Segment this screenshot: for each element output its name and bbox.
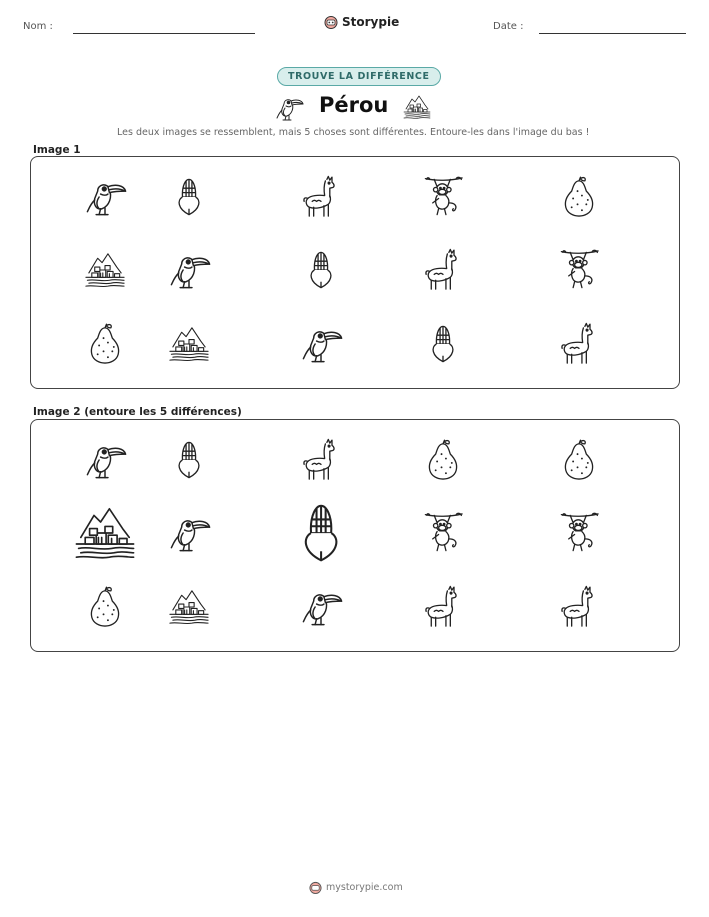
pear-icon	[83, 322, 127, 366]
machu-picchu-icon[interactable]	[167, 585, 211, 629]
title-toucan-icon	[272, 93, 306, 127]
brand-logo	[324, 15, 399, 29]
llama-icon	[557, 322, 601, 366]
activity-badge: TROUVE LA DIFFÉRENCE	[277, 67, 441, 86]
pear-icon	[557, 175, 601, 219]
llama-icon[interactable]	[299, 438, 343, 482]
footer	[309, 881, 403, 894]
date-line[interactable]	[539, 33, 686, 34]
corn-icon[interactable]	[287, 499, 355, 567]
monkey-icon	[421, 175, 465, 219]
monkey-icon[interactable]	[557, 511, 601, 555]
footer-url[interactable]: mystorypie.com	[326, 882, 403, 893]
image2-panel[interactable]	[30, 419, 680, 652]
toucan-icon[interactable]	[83, 438, 127, 482]
monkey-icon[interactable]	[421, 511, 465, 555]
panel2-label: Image 2 (entoure les 5 différences)	[33, 406, 242, 418]
brand-name: Storypie	[342, 15, 400, 29]
toucan-icon	[299, 322, 343, 366]
instructions: Les deux images se ressemblent, mais 5 choses sont différentes. Entoure-les dans l'image du bas !	[117, 127, 590, 138]
llama-icon[interactable]	[557, 585, 601, 629]
monkey-icon	[557, 248, 601, 292]
pear-icon[interactable]	[421, 438, 465, 482]
machu-picchu-icon[interactable]	[72, 500, 138, 566]
pear-icon[interactable]	[557, 438, 601, 482]
machu-picchu-icon	[83, 248, 127, 292]
llama-icon	[421, 248, 465, 292]
llama-icon	[299, 175, 343, 219]
llama-icon[interactable]	[421, 585, 465, 629]
date-label: Date :	[493, 21, 524, 32]
toucan-icon	[167, 248, 211, 292]
corn-icon	[167, 175, 211, 219]
page-title: Pérou	[319, 93, 389, 117]
corn-icon	[421, 322, 465, 366]
corn-icon	[299, 248, 343, 292]
machu-picchu-icon	[167, 322, 211, 366]
panel1-label: Image 1	[33, 144, 81, 156]
toucan-icon[interactable]	[299, 585, 343, 629]
name-label: Nom :	[23, 21, 53, 32]
title-machu-picchu-icon	[400, 92, 434, 126]
storypie-mascot-icon	[324, 15, 338, 29]
image1-panel	[30, 156, 680, 389]
toucan-icon	[83, 175, 127, 219]
toucan-icon[interactable]	[167, 511, 211, 555]
storypie-mascot-icon	[309, 881, 322, 894]
pear-icon[interactable]	[83, 585, 127, 629]
corn-icon[interactable]	[167, 438, 211, 482]
name-line[interactable]	[73, 33, 255, 34]
